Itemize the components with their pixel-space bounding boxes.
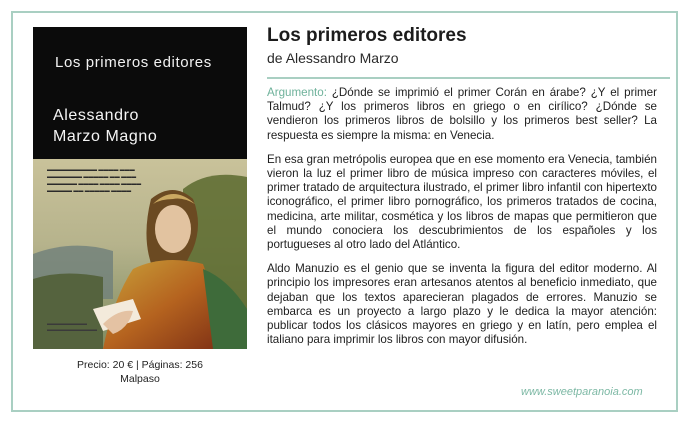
book-title: Los primeros editores	[267, 25, 467, 46]
argument-label: Argumento:	[267, 86, 327, 99]
review-card	[11, 11, 678, 412]
cover-title: Los primeros editores	[55, 54, 212, 71]
review-paragraph-2: En esa gran metrópolis europea que en ese momento era Venecia, también vieron la luz el primer libro de música impreso con caracteres móviles, el primer tratado de arquitectura ilustrado, el primer libro infantil con hipertexto iconográfico, el primer libro pornográfico, los primeros tratados de cocina, medicina, arte militar, cosmética y los libros de mapas que permitieron que el mundo conociera los descubrimientos de los españoles y los portugueses al otro lado del Atlántico.	[267, 152, 657, 252]
book-cover	[33, 27, 247, 349]
cover-author-last: Marzo Magno	[53, 128, 158, 145]
site-watermark[interactable]: www.sweetparanoia.com	[521, 386, 643, 398]
cover-credit: ▬▬▬▬▬▬▬▬ ▬▬▬▬▬▬▬▬▬▬	[47, 321, 97, 333]
divider	[267, 77, 670, 79]
cover-author-first: Alessandro	[53, 107, 140, 124]
argument-paragraph	[267, 86, 657, 143]
review-paragraph-3: Aldo Manuzio es el genio que se inventa la figura del editor moderno. Al principio los impresores eran artesanos atentos al beneficio inmediato, que dejaban que los textos aparecieran plagados de errores. Manuzio se embarca es un proyecto a largo plazo y le dedica la mayor atención: publicar todos los clásicos mayores en griego y en latín, pero emplea el italiano para imprimir los libros con mayor difusión.	[267, 262, 657, 347]
cover-author	[53, 105, 157, 147]
book-byline: de Alessandro Marzo	[267, 50, 399, 66]
price-pages: Precio: 20 € | Páginas: 256	[77, 359, 203, 371]
review-body	[267, 86, 657, 357]
publisher: Malpaso	[120, 373, 160, 385]
cover-blurb: ▬▬▬▬▬▬▬▬▬▬ ▬▬▬▬ ▬▬▬ ▬▬▬▬▬▬▬ ▬▬▬▬▬ ▬▬ ▬▬▬ ▬▬▬▬▬▬ ▬▬▬▬ ▬▬▬▬ ▬▬▬▬ ▬▬▬▬▬ ▬▬ ▬▬▬▬▬ ▬▬▬▬	[47, 167, 142, 194]
argument-text: ¿Dónde se imprimió el primer Corán en árabe? ¿Y el primer Talmud? ¿Y los primeros libros en griego o en cirílico? ¿Dónde se vendieron los primeros libros de bolsillo y los primeros best seller? La respuesta es siempre la misma: en Venecia.	[267, 86, 657, 142]
book-meta	[33, 358, 247, 386]
